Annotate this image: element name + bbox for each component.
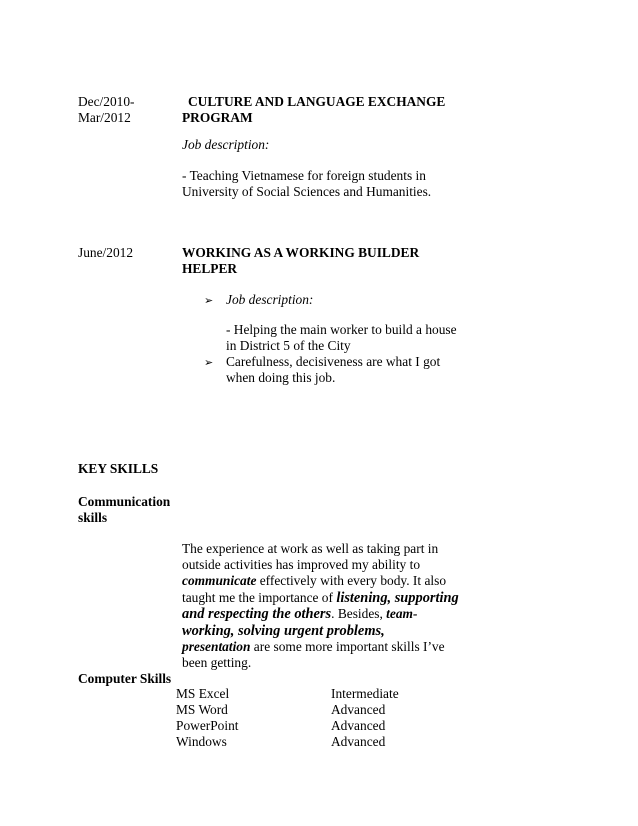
job2-desc-line1: - Helping the main worker to build a house: [226, 322, 457, 337]
communication-text: . Besides,: [331, 606, 387, 621]
emphasis-listening: listening, supporting: [336, 590, 459, 606]
skill-level: Advanced: [331, 702, 386, 717]
communication-label-line2: skills: [78, 510, 108, 525]
emphasis-communicate: communicate: [182, 573, 257, 588]
job1-desc-line2: University of Social Sciences and Humanities.: [182, 184, 432, 199]
communication-text: are some more important skills I’ve: [250, 639, 445, 654]
job2-desc-label: Job description:: [226, 292, 314, 307]
communication-text-line4: [182, 590, 459, 606]
job1-title-line2: PROGRAM: [182, 110, 253, 125]
communication-text-line2: outside activities has improved my ability to: [182, 557, 421, 572]
communication-text-line8: been getting.: [182, 655, 252, 670]
job1-desc-label: Job description:: [182, 137, 270, 152]
skill-level: Intermediate: [331, 686, 399, 701]
job2-title-line1: WORKING AS A WORKING BUILDER: [182, 245, 420, 260]
emphasis-respecting: and respecting the others: [182, 606, 332, 622]
job2-bullet2-line1: Carefulness, decisiveness are what I got: [226, 354, 441, 369]
job2-desc-line2: in District 5 of the City: [226, 338, 351, 353]
arrow-bullet-icon: ➢: [204, 357, 214, 369]
job2-date: June/2012: [78, 245, 134, 260]
communication-text-line5: [182, 606, 417, 622]
skill-name: Windows: [176, 734, 227, 749]
communication-text-line1: The experience at work as well as taking part in: [182, 541, 439, 556]
job1-desc-line1: - Teaching Vietnamese for foreign students in: [182, 168, 426, 183]
emphasis-presentation: presentation: [182, 639, 251, 654]
emphasis-team: team-: [386, 606, 418, 621]
skill-name: MS Word: [176, 702, 228, 717]
key-skills-heading: KEY SKILLS: [78, 461, 159, 476]
job2-bullet1: [204, 292, 313, 309]
job2-bullet2-line2: when doing this job.: [226, 370, 336, 385]
communication-label-line1: Communication: [78, 494, 171, 509]
skill-name: PowerPoint: [176, 718, 239, 733]
job1-date-end: Mar/2012: [78, 110, 131, 125]
communication-text-line3: [182, 573, 446, 589]
communication-text: taught me the importance of: [182, 590, 337, 605]
computer-skills-label: Computer Skills: [78, 671, 172, 686]
skill-level: Advanced: [331, 734, 386, 749]
communication-text-line6: working, solving urgent problems,: [182, 623, 385, 639]
communication-text-line7: [182, 639, 445, 655]
arrow-bullet-icon: ➢: [204, 295, 214, 307]
job2-title-line2: HELPER: [182, 261, 238, 276]
job2-bullet2: [204, 354, 440, 371]
job1-title-line1: CULTURE AND LANGUAGE EXCHANGE: [188, 94, 446, 109]
skill-level: Advanced: [331, 718, 386, 733]
job1-date-start: Dec/2010-: [78, 94, 135, 109]
communication-text: effectively with every body. It also: [256, 573, 447, 588]
skill-name: MS Excel: [176, 686, 230, 701]
